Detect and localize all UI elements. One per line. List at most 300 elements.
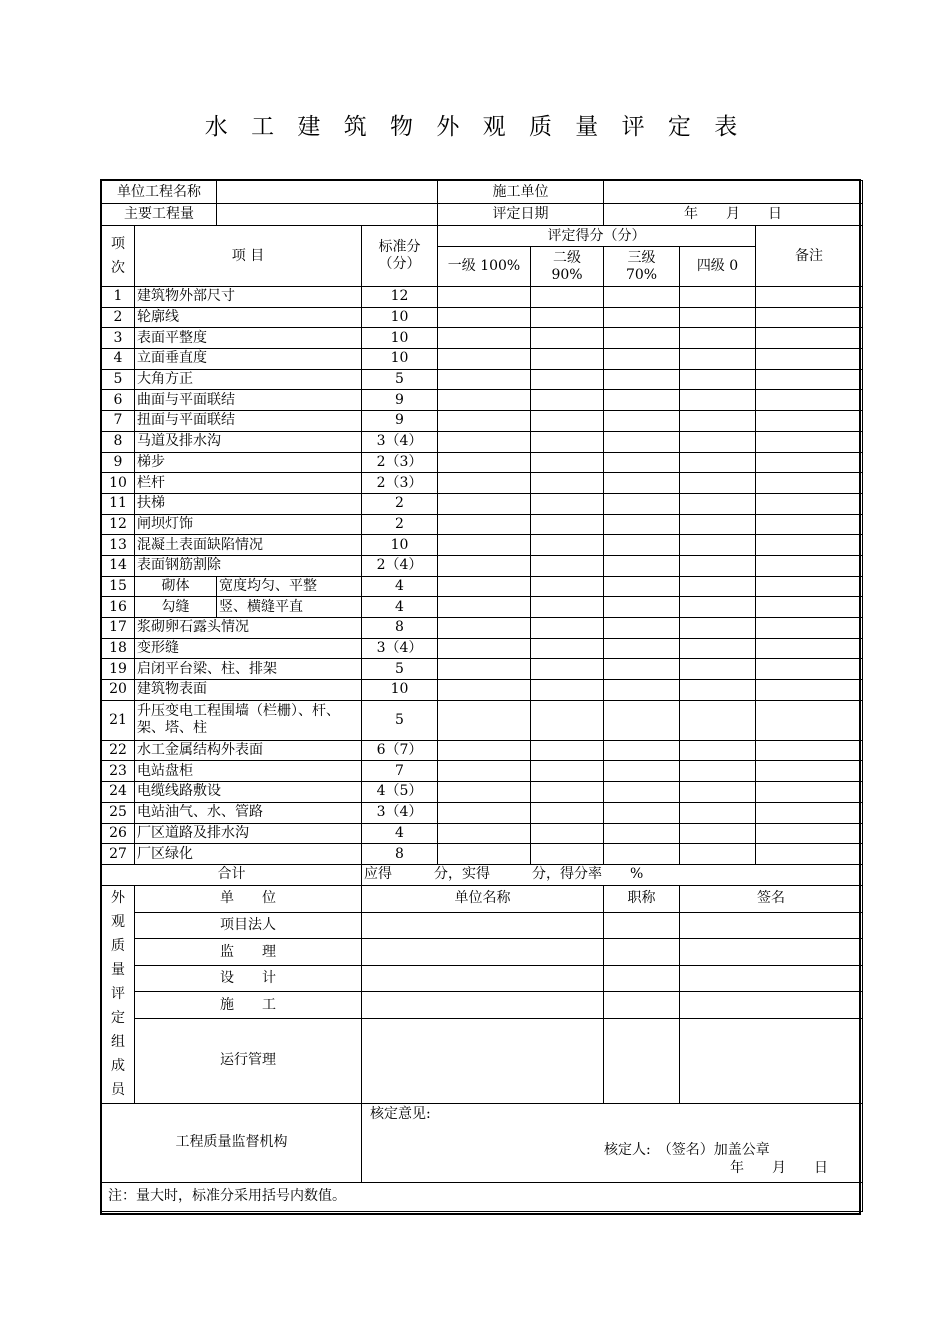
grade2-cell[interactable] [531, 659, 604, 680]
member-unit-name-cell[interactable] [362, 992, 604, 1019]
grade4-cell[interactable] [680, 638, 756, 659]
member-sign-cell[interactable] [680, 1018, 863, 1103]
grade2-cell[interactable] [531, 493, 604, 514]
col-unit-name: 单位名称 [362, 885, 604, 912]
grade1-cell[interactable] [438, 576, 531, 597]
grade2-cell[interactable] [531, 411, 604, 432]
grade3-cell[interactable] [604, 618, 680, 639]
row-item: 曲面与平面联结 [135, 390, 362, 411]
grade3-cell[interactable] [604, 659, 680, 680]
row-std-score: 9 [362, 390, 438, 411]
remark-cell[interactable] [756, 700, 863, 740]
row-item: 启闭平台梁、柱、排架 [135, 659, 362, 680]
grade1-cell[interactable] [438, 431, 531, 452]
grade3-cell[interactable] [604, 597, 680, 618]
main-quantity-label: 主要工程量 [102, 204, 217, 226]
grade2-cell[interactable] [531, 555, 604, 576]
opinion-label: 核定意见: [370, 1105, 431, 1122]
header-row-main-quantity [102, 204, 863, 226]
grade2-cell[interactable] [531, 597, 604, 618]
row-item: 轮廓线 [135, 307, 362, 328]
row-item: 表面钢筋割除 [135, 555, 362, 576]
remark-cell[interactable] [756, 369, 863, 390]
row-no: 18 [102, 638, 135, 659]
grade4-cell[interactable] [680, 576, 756, 597]
grade1-cell[interactable] [438, 659, 531, 680]
grade1-cell[interactable] [438, 740, 531, 761]
total-row [102, 864, 863, 885]
grade2-cell[interactable] [531, 802, 604, 823]
remark-cell[interactable] [756, 328, 863, 349]
row-std-score: 5 [362, 659, 438, 680]
grade4-cell[interactable] [680, 390, 756, 411]
table-row [102, 576, 863, 597]
supervision-label: 工程质量监督机构 [102, 1103, 362, 1182]
row-no: 1 [102, 287, 135, 308]
eval-date-field[interactable]: 年 月 日 [604, 204, 863, 226]
row-no: 14 [102, 555, 135, 576]
row-std-score: 10 [362, 328, 438, 349]
remark-cell[interactable] [756, 287, 863, 308]
member-sign-cell[interactable] [680, 992, 863, 1019]
row-no: 27 [102, 844, 135, 865]
table-row [102, 287, 863, 308]
col-remark: 备注 [756, 226, 863, 287]
main-quantity-field[interactable] [217, 204, 438, 226]
grade2-cell[interactable] [531, 638, 604, 659]
row-no: 2 [102, 307, 135, 328]
row-std-score: 4 [362, 823, 438, 844]
grade1-cell[interactable] [438, 307, 531, 328]
row-no: 26 [102, 823, 135, 844]
table-row [102, 349, 863, 370]
remark-cell[interactable] [756, 823, 863, 844]
row-item: 变形缝 [135, 638, 362, 659]
row-item: 竖、横缝平直 [217, 597, 362, 618]
grade1-cell[interactable] [438, 369, 531, 390]
grade4-cell[interactable] [680, 844, 756, 865]
table-row [102, 782, 863, 803]
row-no: 17 [102, 618, 135, 639]
contractor-label: 施工单位 [438, 181, 604, 204]
row-std-score: 2（4） [362, 555, 438, 576]
table-row [102, 431, 863, 452]
row-no: 13 [102, 535, 135, 556]
row-no: 11 [102, 493, 135, 514]
row-item: 浆砌卵石露头情况 [135, 618, 362, 639]
remark-cell[interactable] [756, 431, 863, 452]
row-group: 勾缝 [135, 597, 217, 618]
remark-cell[interactable] [756, 514, 863, 535]
grade2-cell[interactable] [531, 535, 604, 556]
grade2-cell[interactable] [531, 369, 604, 390]
remark-cell[interactable] [756, 452, 863, 473]
grade2-cell[interactable] [531, 740, 604, 761]
grade1-cell[interactable] [438, 802, 531, 823]
col-item-no: 项次 [102, 226, 135, 287]
grade4-cell[interactable] [680, 782, 756, 803]
table-row [102, 493, 863, 514]
grade1-cell[interactable] [438, 473, 531, 494]
grade1-cell[interactable] [438, 411, 531, 432]
grade3-cell[interactable] [604, 535, 680, 556]
grade4-cell[interactable] [680, 307, 756, 328]
footnote: 注：量大时，标准分采用括号内数值。 [102, 1182, 863, 1211]
grade2-cell[interactable] [531, 782, 604, 803]
row-item: 电站油气、水、管路 [135, 802, 362, 823]
grade2-cell[interactable] [531, 700, 604, 740]
grade4-cell[interactable] [680, 349, 756, 370]
grade4-cell[interactable] [680, 680, 756, 701]
grade3-cell[interactable] [604, 802, 680, 823]
row-no: 6 [102, 390, 135, 411]
row-item: 栏杆 [135, 473, 362, 494]
contractor-field[interactable] [604, 181, 863, 204]
grade1-cell[interactable] [438, 782, 531, 803]
row-std-score: 2 [362, 514, 438, 535]
grade4-cell[interactable] [680, 659, 756, 680]
approval-date: 年 月 日 [730, 1159, 828, 1176]
row-std-score: 5 [362, 700, 438, 740]
grade3-cell[interactable] [604, 307, 680, 328]
grade2-cell[interactable] [531, 844, 604, 865]
row-item: 厂区道路及排水沟 [135, 823, 362, 844]
col-grade3: 三级 70% [604, 247, 680, 287]
committee-member-row [102, 1018, 863, 1103]
row-item: 混凝土表面缺陷情况 [135, 535, 362, 556]
grade2-cell[interactable] [531, 761, 604, 782]
grade2-cell[interactable] [531, 680, 604, 701]
total-text[interactable]: 应得 分，实得 分，得分率 % [362, 864, 863, 885]
row-no: 7 [102, 411, 135, 432]
committee-member-row [102, 992, 863, 1019]
table-row [102, 740, 863, 761]
row-no: 15 [102, 576, 135, 597]
remark-cell[interactable] [756, 473, 863, 494]
remark-cell[interactable] [756, 535, 863, 556]
grade3-cell[interactable] [604, 369, 680, 390]
grade1-cell[interactable] [438, 514, 531, 535]
row-no: 4 [102, 349, 135, 370]
row-std-score: 5 [362, 369, 438, 390]
table-row [102, 307, 863, 328]
member-unit-name-cell[interactable] [362, 965, 604, 992]
grade4-cell[interactable] [680, 431, 756, 452]
grade3-cell[interactable] [604, 431, 680, 452]
row-std-score: 10 [362, 535, 438, 556]
member-unit: 施 工 [135, 992, 362, 1019]
unit-project-field[interactable] [217, 181, 438, 204]
approver-text: 核定人: （签名）加盖公章 [604, 1141, 770, 1158]
row-no: 5 [102, 369, 135, 390]
row-std-score: 2（3） [362, 473, 438, 494]
committee-header-row [102, 885, 863, 912]
remark-cell[interactable] [756, 390, 863, 411]
member-unit-name-cell[interactable] [362, 1018, 604, 1103]
remark-cell[interactable] [756, 761, 863, 782]
grade2-cell[interactable] [531, 618, 604, 639]
column-header-row-1 [102, 226, 863, 247]
grade3-cell[interactable] [604, 287, 680, 308]
grade4-cell[interactable] [680, 555, 756, 576]
row-std-score: 4 [362, 597, 438, 618]
row-item: 建筑物表面 [135, 680, 362, 701]
grade4-cell[interactable] [680, 740, 756, 761]
grade2-cell[interactable] [531, 390, 604, 411]
remark-cell[interactable] [756, 493, 863, 514]
member-unit-name-cell[interactable] [362, 912, 604, 939]
row-std-score: 2（3） [362, 452, 438, 473]
grade4-cell[interactable] [680, 700, 756, 740]
grade1-cell[interactable] [438, 700, 531, 740]
grade4-cell[interactable] [680, 369, 756, 390]
row-std-score: 10 [362, 349, 438, 370]
table-row [102, 328, 863, 349]
row-std-score: 3（4） [362, 802, 438, 823]
col-eval-score: 评定得分（分） [438, 226, 756, 247]
committee-member-row [102, 939, 863, 966]
remark-cell[interactable] [756, 349, 863, 370]
grade1-cell[interactable] [438, 535, 531, 556]
col-unit: 单 位 [135, 885, 362, 912]
grade3-cell[interactable] [604, 823, 680, 844]
table-row [102, 473, 863, 494]
member-unit: 运行管理 [135, 1018, 362, 1103]
row-item: 水工金属结构外表面 [135, 740, 362, 761]
col-grade4: 四级 0 [680, 247, 756, 287]
table-row [102, 452, 863, 473]
grade4-cell[interactable] [680, 514, 756, 535]
grade1-cell[interactable] [438, 390, 531, 411]
remark-cell[interactable] [756, 844, 863, 865]
table-row [102, 638, 863, 659]
row-std-score: 4（5） [362, 782, 438, 803]
row-std-score: 6（7） [362, 740, 438, 761]
row-item: 宽度均匀、平整 [217, 576, 362, 597]
row-no: 22 [102, 740, 135, 761]
table-row [102, 597, 863, 618]
table-row [102, 761, 863, 782]
unit-project-label: 单位工程名称 [102, 181, 217, 204]
grade1-cell[interactable] [438, 597, 531, 618]
row-std-score: 10 [362, 307, 438, 328]
row-item: 升压变电工程围墙（栏栅）、杆、架、塔、柱 [135, 700, 362, 740]
grade3-cell[interactable] [604, 844, 680, 865]
row-item: 建筑物外部尺寸 [135, 287, 362, 308]
remark-cell[interactable] [756, 555, 863, 576]
row-std-score: 8 [362, 844, 438, 865]
grade3-cell[interactable] [604, 761, 680, 782]
grade2-cell[interactable] [531, 452, 604, 473]
table-row [102, 659, 863, 680]
grade4-cell[interactable] [680, 597, 756, 618]
grade2-cell[interactable] [531, 576, 604, 597]
row-no: 16 [102, 597, 135, 618]
grade2-cell[interactable] [531, 514, 604, 535]
remark-cell[interactable] [756, 680, 863, 701]
col-std-score: 标准分（分） [362, 226, 438, 287]
grade1-cell[interactable] [438, 452, 531, 473]
total-label: 合计 [102, 864, 362, 885]
remark-cell[interactable] [756, 411, 863, 432]
member-sign-cell[interactable] [680, 912, 863, 939]
row-item: 梯步 [135, 452, 362, 473]
member-unit: 项目法人 [135, 912, 362, 939]
remark-cell[interactable] [756, 576, 863, 597]
member-sign-cell[interactable] [680, 965, 863, 992]
grade1-cell[interactable] [438, 680, 531, 701]
grade1-cell[interactable] [438, 618, 531, 639]
committee-member-row [102, 912, 863, 939]
row-item: 扶梯 [135, 493, 362, 514]
grade3-cell[interactable] [604, 638, 680, 659]
eval-date-label: 评定日期 [438, 204, 604, 226]
row-no: 19 [102, 659, 135, 680]
remark-cell[interactable] [756, 597, 863, 618]
grade1-cell[interactable] [438, 638, 531, 659]
grade3-cell[interactable] [604, 782, 680, 803]
grade3-cell[interactable] [604, 328, 680, 349]
row-no: 12 [102, 514, 135, 535]
page-title: 水 工 建 筑 物 外 观 质 量 评 定 表 [204, 114, 746, 140]
row-no: 21 [102, 700, 135, 740]
row-item: 表面平整度 [135, 328, 362, 349]
row-std-score: 12 [362, 287, 438, 308]
row-std-score: 3（4） [362, 431, 438, 452]
grade4-cell[interactable] [680, 411, 756, 432]
row-std-score: 3（4） [362, 638, 438, 659]
row-std-score: 9 [362, 411, 438, 432]
grade4-cell[interactable] [680, 761, 756, 782]
row-no: 8 [102, 431, 135, 452]
grade3-cell[interactable] [604, 740, 680, 761]
table-row [102, 411, 863, 432]
table-row [102, 700, 863, 740]
grade4-cell[interactable] [680, 452, 756, 473]
remark-cell[interactable] [756, 638, 863, 659]
grade2-cell[interactable] [531, 431, 604, 452]
table-row [102, 680, 863, 701]
grade4-cell[interactable] [680, 823, 756, 844]
grade3-cell[interactable] [604, 700, 680, 740]
grade1-cell[interactable] [438, 761, 531, 782]
row-item: 扭面与平面联结 [135, 411, 362, 432]
remark-cell[interactable] [756, 659, 863, 680]
grade1-cell[interactable] [438, 844, 531, 865]
col-grade1: 一级 100% [438, 247, 531, 287]
remark-cell[interactable] [756, 782, 863, 803]
col-item: 项 目 [135, 226, 362, 287]
grade2-cell[interactable] [531, 473, 604, 494]
grade1-cell[interactable] [438, 823, 531, 844]
grade3-cell[interactable] [604, 473, 680, 494]
grade4-cell[interactable] [680, 618, 756, 639]
member-title-cell[interactable] [604, 939, 680, 966]
note-row [102, 1182, 863, 1211]
grade2-cell[interactable] [531, 349, 604, 370]
grade3-cell[interactable] [604, 349, 680, 370]
remark-cell[interactable] [756, 618, 863, 639]
member-title-cell[interactable] [604, 912, 680, 939]
supervision-row [102, 1103, 863, 1182]
grade4-cell[interactable] [680, 802, 756, 823]
member-title-cell[interactable] [604, 992, 680, 1019]
committee-side-label: 外观质量评定组成员 [102, 885, 135, 1103]
grade3-cell[interactable] [604, 555, 680, 576]
grade1-cell[interactable] [438, 493, 531, 514]
grade3-cell[interactable] [604, 576, 680, 597]
row-no: 10 [102, 473, 135, 494]
table-row [102, 802, 863, 823]
grade2-cell[interactable] [531, 307, 604, 328]
row-std-score: 4 [362, 576, 438, 597]
row-no: 9 [102, 452, 135, 473]
grade3-cell[interactable] [604, 514, 680, 535]
row-item: 电缆线路敷设 [135, 782, 362, 803]
table-row [102, 844, 863, 865]
row-std-score: 8 [362, 618, 438, 639]
table-row [102, 514, 863, 535]
row-no: 20 [102, 680, 135, 701]
row-item: 厂区绿化 [135, 844, 362, 865]
grade3-cell[interactable] [604, 411, 680, 432]
member-unit-name-cell[interactable] [362, 939, 604, 966]
committee-member-row [102, 965, 863, 992]
remark-cell[interactable] [756, 740, 863, 761]
row-item: 闸坝灯饰 [135, 514, 362, 535]
grade4-cell[interactable] [680, 473, 756, 494]
table-row [102, 535, 863, 556]
table-row [102, 618, 863, 639]
grade3-cell[interactable] [604, 390, 680, 411]
remark-cell[interactable] [756, 802, 863, 823]
member-title-cell[interactable] [604, 965, 680, 992]
member-unit: 监 理 [135, 939, 362, 966]
member-title-cell[interactable] [604, 1018, 680, 1103]
member-unit: 设 计 [135, 965, 362, 992]
header-row-unit-project [102, 181, 863, 204]
grade1-cell[interactable] [438, 287, 531, 308]
row-item: 立面垂直度 [135, 349, 362, 370]
grade2-cell[interactable] [531, 287, 604, 308]
row-std-score: 10 [362, 680, 438, 701]
grade4-cell[interactable] [680, 493, 756, 514]
evaluation-table [101, 180, 863, 1212]
member-sign-cell[interactable] [680, 939, 863, 966]
supervision-opinion-cell[interactable] [362, 1103, 863, 1182]
row-item: 大角方正 [135, 369, 362, 390]
grade3-cell[interactable] [604, 452, 680, 473]
grade2-cell[interactable] [531, 328, 604, 349]
grade1-cell[interactable] [438, 349, 531, 370]
grade1-cell[interactable] [438, 328, 531, 349]
row-no: 3 [102, 328, 135, 349]
remark-cell[interactable] [756, 307, 863, 328]
grade1-cell[interactable] [438, 555, 531, 576]
row-no: 23 [102, 761, 135, 782]
grade3-cell[interactable] [604, 493, 680, 514]
grade4-cell[interactable] [680, 328, 756, 349]
table-row [102, 390, 863, 411]
grade4-cell[interactable] [680, 287, 756, 308]
table-row [102, 555, 863, 576]
grade3-cell[interactable] [604, 680, 680, 701]
grade2-cell[interactable] [531, 823, 604, 844]
col-grade2: 二级 90% [531, 247, 604, 287]
grade4-cell[interactable] [680, 535, 756, 556]
row-std-score: 7 [362, 761, 438, 782]
table-row [102, 369, 863, 390]
